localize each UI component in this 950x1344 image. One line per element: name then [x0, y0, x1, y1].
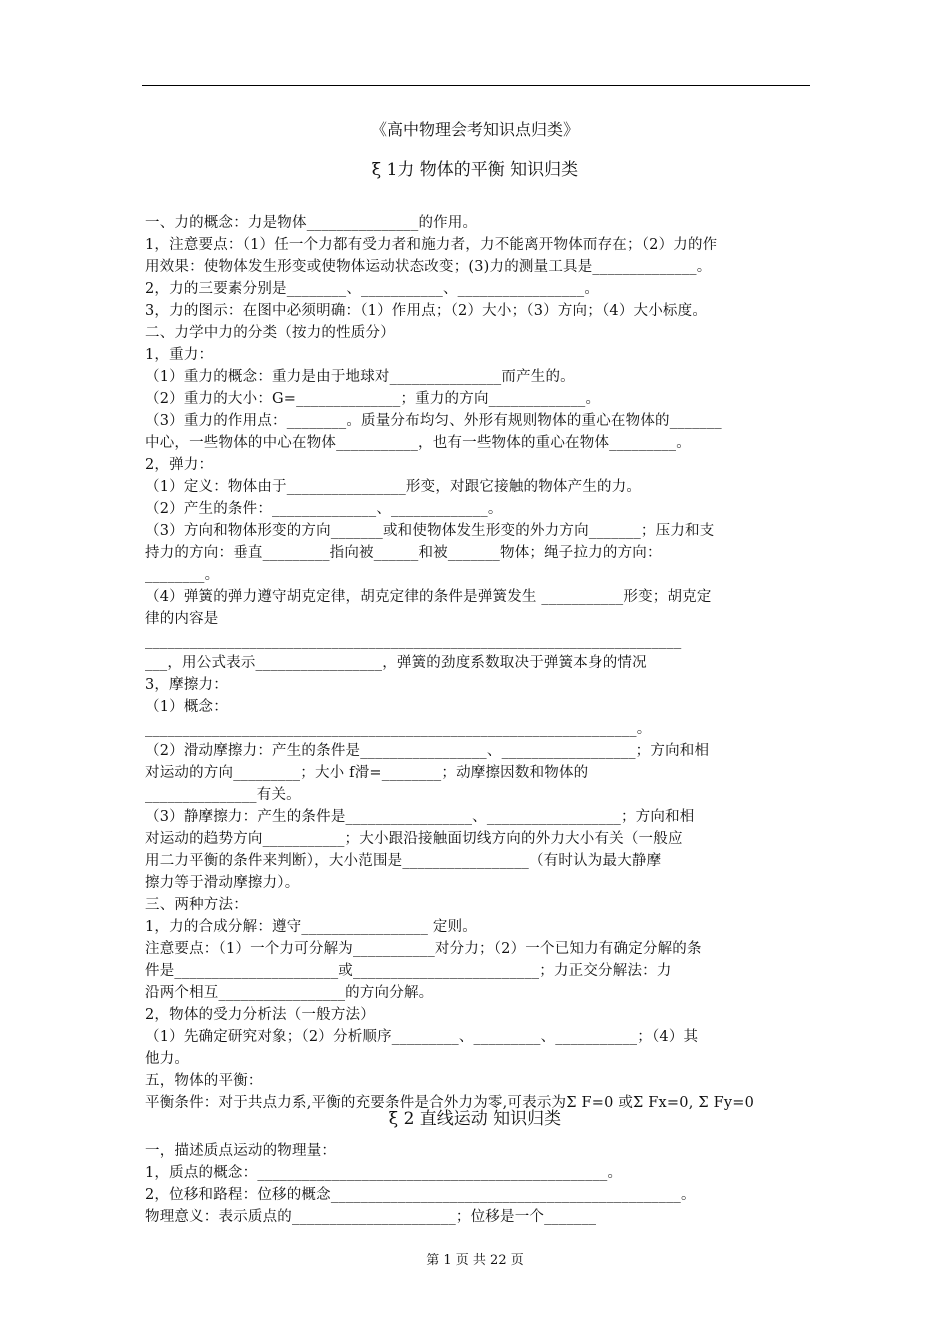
- text-line: 物理意义：表示质点的______________________；位移是一个_______: [145, 1209, 597, 1225]
- text-line: 用效果：使物体发生形变或使物体运动状态改变；(3)力的测量工具是______________。: [145, 259, 712, 275]
- text-line: 律的内容是: [145, 611, 219, 627]
- text-line: 一，描述质点运动的物理量：: [145, 1143, 337, 1159]
- section-2-title: ξ 2 直线运动 知识归类: [388, 1109, 562, 1129]
- text-line: 擦力等于滑动摩擦力）。: [145, 875, 300, 891]
- text-line: 沿两个相互_________________的方向分解。: [145, 985, 434, 1001]
- text-line: 持力的方向：垂直_________指向被______和被_______物体；绳子拉力的方向：: [145, 545, 662, 561]
- text-line: 2，弹力：: [145, 457, 214, 473]
- text-line: （1）重力的概念：重力是由于地球对_______________而产生的。: [145, 369, 575, 385]
- text-line: ________。: [145, 567, 220, 583]
- text-line: 一、力的概念：力是物体_______________的作用。: [145, 215, 478, 231]
- text-line: 2，力的三要素分别是________、___________、_________________。: [145, 281, 600, 297]
- text-line: （3）方向和物体形变的方向_______或和使物体发生形变的外力方向_______；压力和支: [145, 523, 715, 539]
- text-line: （1）概念：: [145, 699, 228, 715]
- text-line: 他力。: [145, 1051, 190, 1067]
- text-line: 五，物体的平衡：: [145, 1073, 263, 1089]
- text-line: ________________________________________________________________________: [145, 633, 682, 649]
- text-line: 3，摩擦力：: [145, 677, 228, 693]
- text-line: （2）重力的大小：G=______________；重力的方向_____________。: [145, 391, 601, 407]
- text-line: 1，注意要点：（1）任一个力都有受力者和施力者，力不能离开物体而存在；（2）力的作: [145, 237, 718, 253]
- text-line: 中心，一些物体的中心在物体___________，也有一些物体的重心在物体_________。: [145, 435, 691, 451]
- text-line: ___，用公式表示_________________，弹簧的劲度系数取决于弹簧本身的情况: [145, 655, 647, 671]
- text-line: 对运动的趋势方向___________；大小跟沿接触面切线方向的外力大小有关（一般应: [145, 831, 683, 847]
- text-line: （3）静摩擦力：产生的条件是_________________、__________________；方向和相: [145, 809, 695, 825]
- text-line: 2，物体的受力分析法（一般方法）: [145, 1007, 375, 1023]
- text-line: （4）弹簧的弹力遵守胡克定律，胡克定律的条件是弹簧发生 ___________形变；胡克定: [145, 589, 712, 605]
- text-line: __________________________________________________________________。: [145, 721, 652, 737]
- text-line: _______________有关。: [145, 787, 301, 803]
- text-line: （1）定义：物体由于________________形变，对跟它接触的物体产生的力。: [145, 479, 642, 495]
- text-line: （2）产生的条件：______________、_____________。: [145, 501, 503, 517]
- text-line: （3）重力的作用点：________。质量分布均匀、外形有规则物体的重心在物体的_______: [145, 413, 722, 429]
- text-line: 三、两种方法：: [145, 897, 248, 913]
- text-line: 件是______________________或_________________________；力正交分解法：力: [145, 963, 672, 979]
- text-line: 3，力的图示：在图中必须明确：（1）作用点；（2）大小；（3）方向；（4）大小标度。: [145, 303, 708, 319]
- text-line: 1，力的合成分解：遵守_________________ 定则。: [145, 919, 477, 935]
- page-footer: 第 1 页 共 22 页: [426, 1253, 524, 1268]
- section-1-title: ξ 1力 物体的平衡 知识归类: [371, 160, 579, 180]
- text-line: 注意要点：（1）一个力可分解为___________对分力；（2）一个已知力有确定分解的条: [145, 941, 702, 957]
- text-line: 1，质点的概念：_______________________________________________。: [145, 1165, 623, 1181]
- text-line: （2）滑动摩擦力：产生的条件是_________________、__________________；方向和相: [145, 743, 710, 759]
- text-line: 对运动的方向_________；大小 f滑=________；动摩擦因数和物体的: [145, 765, 589, 781]
- text-line: 二、力学中力的分类（按力的性质分）: [145, 325, 395, 341]
- text-line: 2，位移和路程：位移的概念_______________________________________________。: [145, 1187, 696, 1203]
- text-line: 1，重力：: [145, 347, 214, 363]
- header-rule: [142, 85, 810, 86]
- text-line: 用二力平衡的条件来判断），大小范围是_________________（有时认为最大静摩: [145, 853, 662, 869]
- text-line: 平衡条件：对于共点力系,平衡的充要条件是合外力为零,可表示为Σ F=0 或Σ Fx=0, Σ Fy=0: [145, 1095, 755, 1111]
- document-title: 《高中物理会考知识点归类》: [370, 120, 579, 139]
- text-line: （1）先确定研究对象；（2）分析顺序_________、_________、___________；（4）其: [145, 1029, 699, 1045]
